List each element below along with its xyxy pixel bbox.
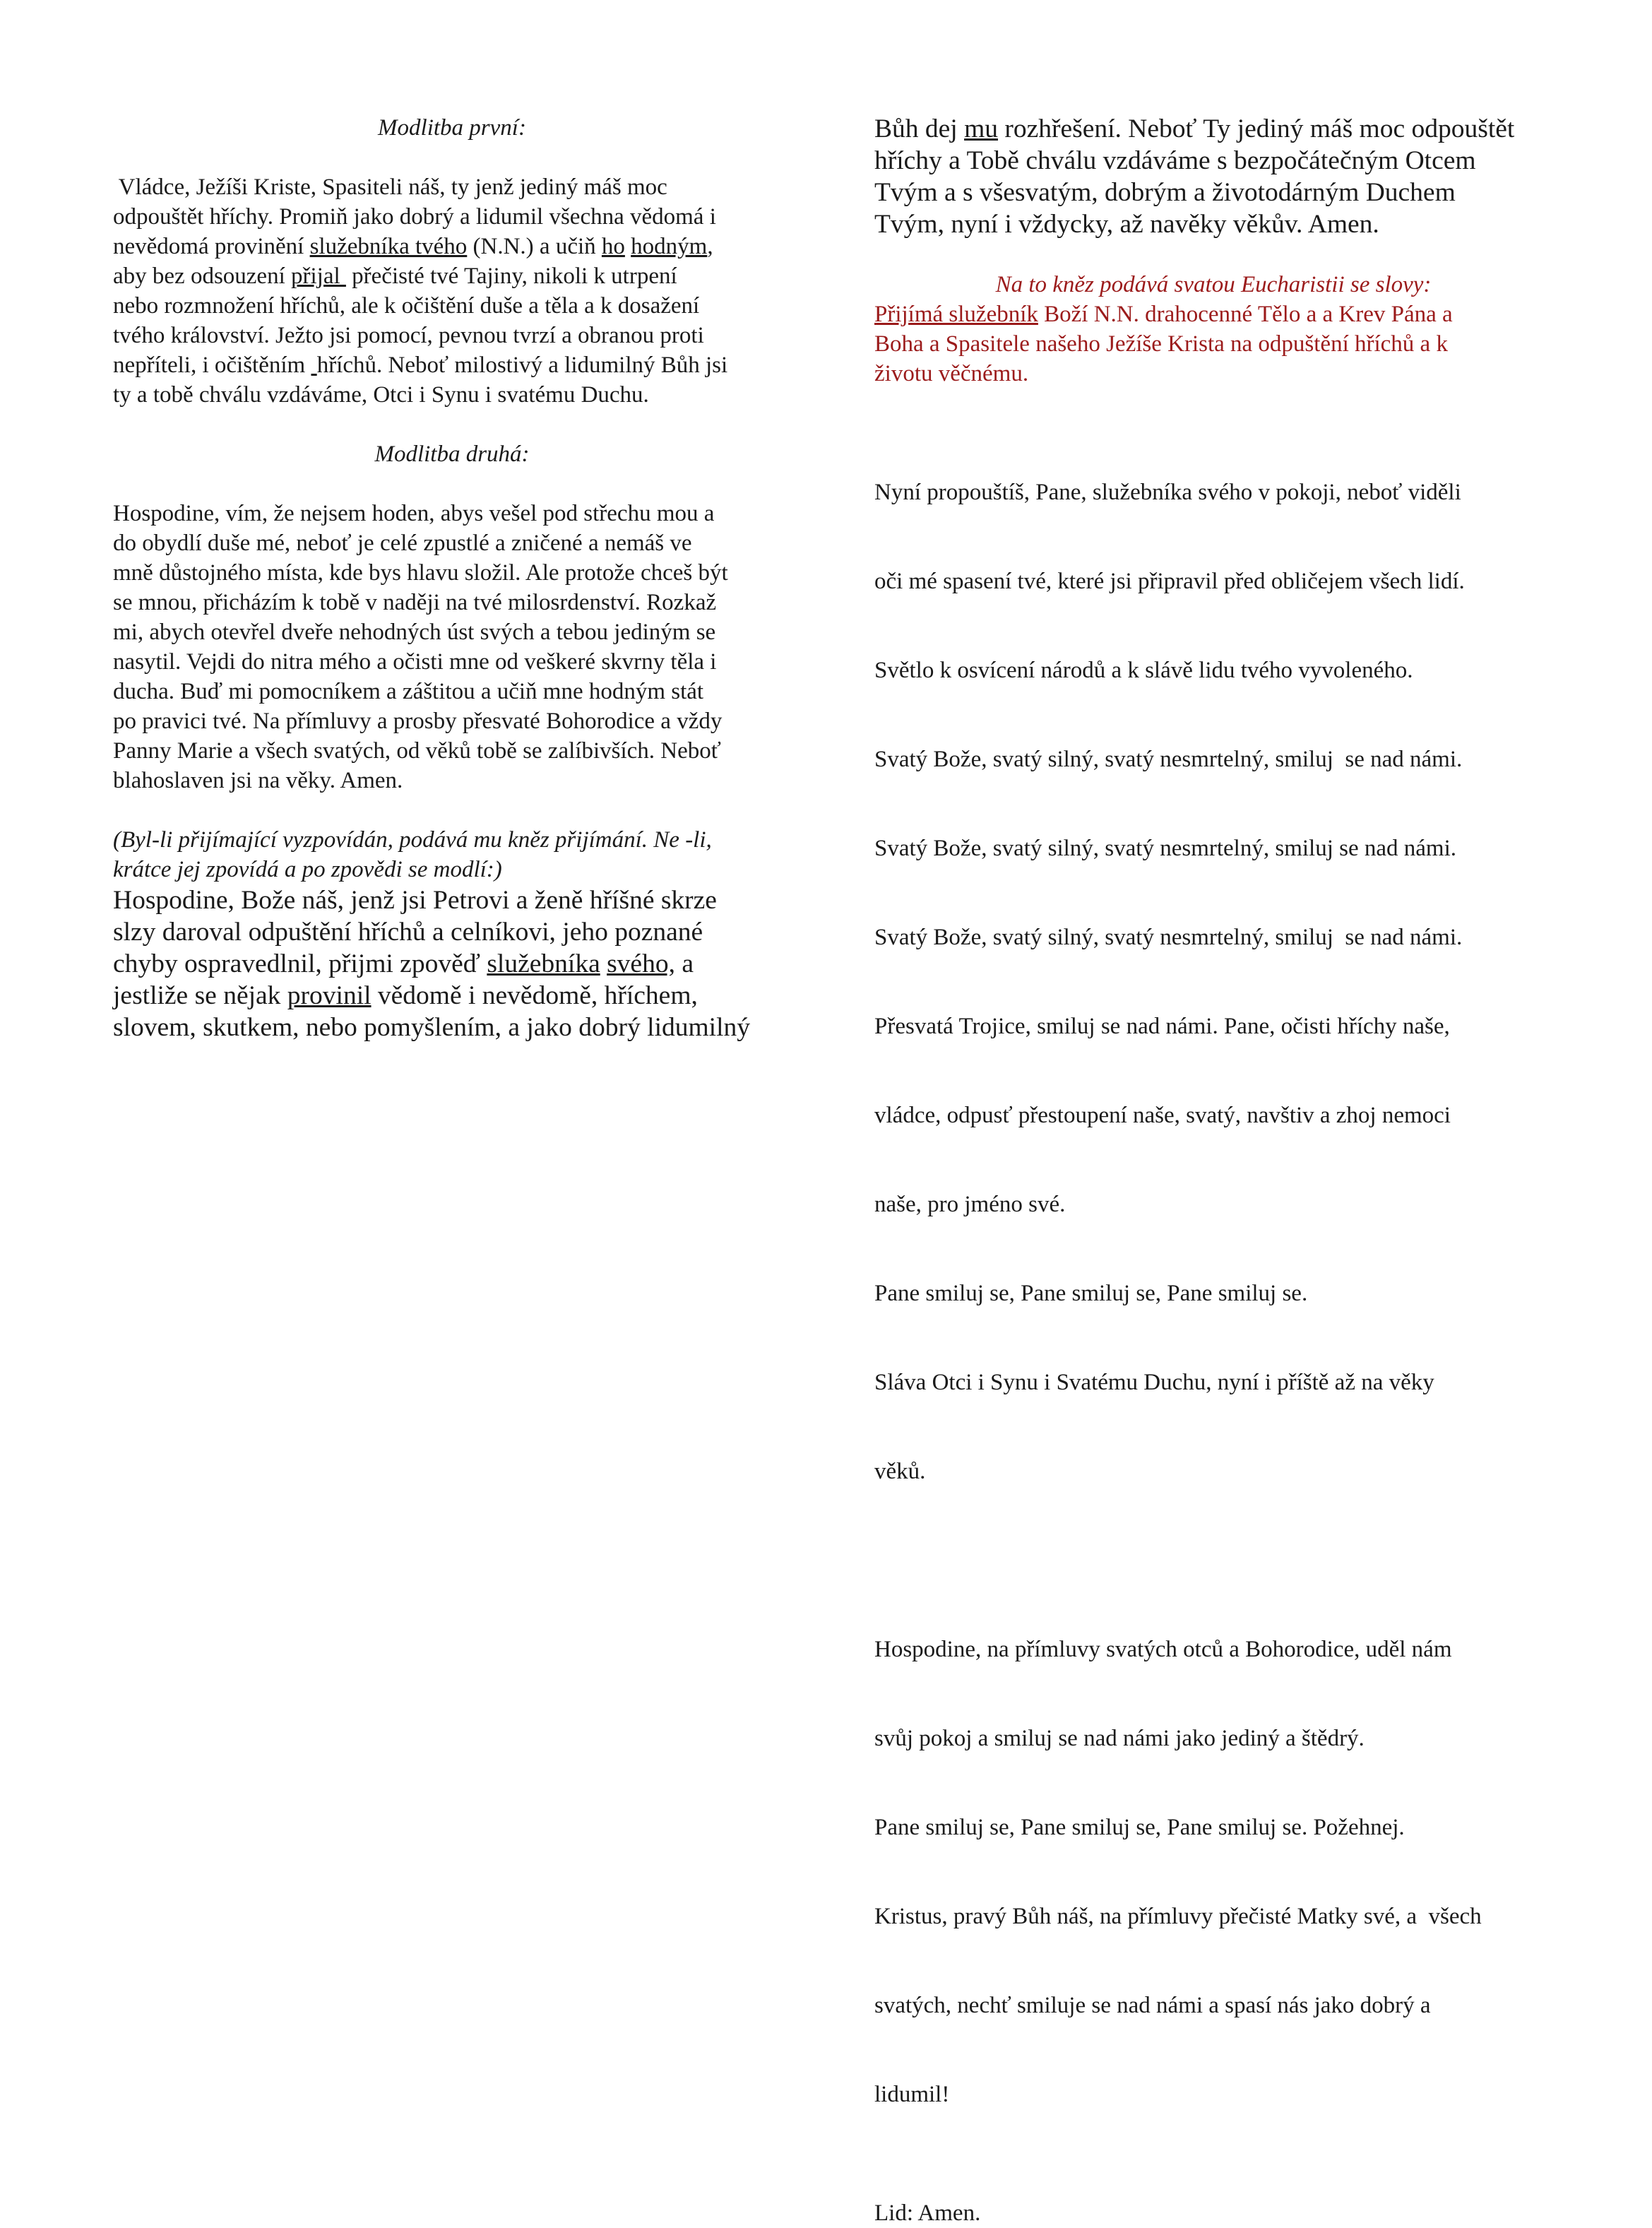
text-run: přečisté tvé Tajiny, nikoli k utrpení <box>345 263 677 289</box>
text-line <box>874 300 1552 329</box>
text-line: věků. <box>874 1459 926 1484</box>
text-line: po pravici tvé. Na přímluvy a prosby přesvaté Bohorodice a vždy <box>113 709 723 734</box>
nunc-dimittis <box>874 418 1552 1546</box>
text-line: mi, abych otevřel dveře nehodných úst svých a tebou jediným se <box>113 620 716 645</box>
text-line: Boha a Spasitele našeho Ježíše Krista na odpuštění hříchů a k <box>874 331 1448 357</box>
text-line: (Byl-li přijímající vyzpovídán, podává mu kněz přijímání. Ne -li, <box>113 827 712 853</box>
people-response: Lid: Amen. <box>874 2200 981 2226</box>
text-line: Kristus, pravý Bůh náš, na přímluvy přečisté Matky své, a všech <box>874 1904 1482 1929</box>
final-prayer <box>874 1575 1552 2169</box>
text-run: nepříteli, i očištěním <box>113 352 311 378</box>
underlined-word: hodným <box>631 234 708 259</box>
text-line: oči mé spasení tvé, které jsi připravil před obličejem všech lidí. <box>874 569 1465 594</box>
text-line <box>113 261 791 291</box>
text-line <box>113 232 791 261</box>
text-run: (N.N.) a učiň <box>467 234 602 259</box>
text-line: Hospodine, Bože náš, jenž jsi Petrovi a ženě hříšné skrze <box>113 886 717 915</box>
text-line: Přesvatá Trojice, smiluj se nad námi. Pane, očisti hříchy naše, <box>874 1014 1450 1039</box>
underlined-word: služebníka <box>487 949 600 978</box>
underlined-word: služebníka tvého <box>309 234 468 259</box>
text-line: Pane smiluj se, Pane smiluj se, Pane smiluj se. <box>874 1281 1308 1306</box>
text-line: krátce jej zpovídá a po zpovědi se modlí:) <box>113 857 502 882</box>
text-run <box>600 949 607 978</box>
text-line: mně důstojného místa, kde bys hlavu složil. Ale protože chceš být <box>113 560 728 586</box>
text-line: Svatý Bože, svatý silný, svatý nesmrtelný, smiluj se nad námi. <box>874 925 1463 950</box>
prayer-one-text <box>113 172 791 410</box>
right-column <box>874 113 1552 2228</box>
text-line: Svatý Bože, svatý silný, svatý nesmrtelný, smiluj se nad námi. <box>874 836 1456 861</box>
text-line <box>113 948 791 980</box>
underlined-word: mu <box>964 114 998 143</box>
text-line: lidumil! <box>874 2082 950 2107</box>
text-line: životu věčnému. <box>874 361 1029 386</box>
left-column <box>113 113 791 1043</box>
underlined-space <box>311 352 316 378</box>
text-line: slzy daroval odpuštění hříchů a celníkovi, jeho poznané <box>113 918 703 947</box>
text-line: Tvým a s všesvatým, dobrým a životodárným Duchem <box>874 178 1456 207</box>
text-run: a <box>675 949 694 978</box>
text-line: ty a tobě chválu vzdáváme, Otci i Synu i svatému Duchu. <box>113 382 649 408</box>
prayer-two-title: Modlitba druhá: <box>374 442 530 467</box>
text-line: naše, pro jméno své. <box>874 1192 1066 1217</box>
text-run: , <box>707 234 713 259</box>
text-run: Bůh dej <box>874 114 965 143</box>
text-line: Tvým, nyní i vždycky, až navěky věkův. Amen. <box>874 210 1379 239</box>
text-line: Světlo k osvícení národů a k slávě lidu tvého vyvoleného. <box>874 658 1413 683</box>
text-line: Nyní propouštíš, Pane, služebníka svého v pokoji, neboť viděli <box>874 480 1461 505</box>
underlined-word: přijal <box>291 263 346 289</box>
text-run: Boží N.N. drahocenné Tělo a a Krev Pána a <box>1038 302 1453 327</box>
text-line: Hospodine, vím, že nejsem hoden, abys vešel pod střechu mou a <box>113 501 715 526</box>
text-line: do obydlí duše mé, neboť je celé zpustlé a zničené a nemáš ve <box>113 531 692 556</box>
text-line: Panny Marie a všech svatých, od věků tobě se zalíbivších. Neboť <box>113 738 721 764</box>
underlined-word: Přijímá služebník <box>874 302 1038 327</box>
text-line: nasytil. Vejdi do nitra mého a očisti mne od veškeré skvrny těla i <box>113 649 717 675</box>
text-line: Sláva Otci i Synu i Svatému Duchu, nyní i příště až na věky <box>874 1370 1434 1395</box>
underlined-word: provinil <box>287 981 372 1010</box>
text-line: svatých, nechť smiluje se nad námi a spasí nás jako dobrý a <box>874 1993 1431 2018</box>
prayer-one-title: Modlitba první: <box>378 115 526 141</box>
text-run: jestliže se nějak <box>113 981 287 1010</box>
text-line: svůj pokoj a smiluj se nad námi jako jediný a štědrý. <box>874 1726 1365 1751</box>
text-run: hříchů. Neboť milostivý a lidumilný Bůh jsi <box>316 352 728 378</box>
text-run: chyby ospravedlnil, přijmi zpověď <box>113 949 487 978</box>
underlined-word: svého, <box>607 949 675 978</box>
text-line <box>113 350 791 380</box>
text-line: ducha. Buď mi pomocníkem a záštitou a učiň mne hodným stát <box>113 679 704 704</box>
text-line: Pane smiluj se, Pane smiluj se, Pane smiluj se. Požehnej. <box>874 1815 1405 1840</box>
text-line: se mnou, přicházím k tobě v naději na tvé milosrdenství. Rozkaž <box>113 590 717 615</box>
text-line: Vládce, Ježíši Kriste, Spasiteli náš, ty jenž jediný máš moc <box>113 174 667 200</box>
text-line: vládce, odpusť přestoupení naše, svatý, navštiv a zhoj nemoci <box>874 1103 1451 1128</box>
text-run <box>625 234 631 259</box>
text-run: aby bez odsouzení <box>113 263 291 289</box>
text-line: nebo rozmnožení hříchů, ale k očištění duše a těla a k dosažení <box>113 293 700 319</box>
text-line: blahoslaven jsi na věky. Amen. <box>113 768 403 793</box>
text-line <box>874 113 1552 145</box>
text-line: hříchy a Tobě chválu vzdáváme s bezpočátečným Otcem <box>874 146 1476 175</box>
underlined-word: ho <box>601 234 625 259</box>
text-line: tvého království. Ježto jsi pomocí, pevnou tvrzí a obranou proti <box>113 323 704 348</box>
text-line: odpouštět hříchy. Promiň jako dobrý a lidumil všechna vědomá i <box>113 204 716 230</box>
eucharist-words <box>874 300 1552 389</box>
text-line: slovem, skutkem, nebo pomyšlením, a jako dobrý lidumilný <box>113 1013 750 1042</box>
text-run: nevědomá provinění <box>113 234 310 259</box>
text-line <box>113 980 791 1012</box>
rubric-note <box>113 825 791 884</box>
eucharist-rubric: Na to kněz podává svatou Eucharistii se slovy: <box>995 272 1432 297</box>
text-run: vědomě i nevědomě, hříchem, <box>371 981 698 1010</box>
prayer-two-text <box>113 499 791 795</box>
text-line: Hospodine, na přímluvy svatých otců a Bohorodice, uděl nám <box>874 1637 1452 1662</box>
text-line: Svatý Bože, svatý silný, svatý nesmrtelný, smiluj se nad námi. <box>874 747 1463 772</box>
absolution-text <box>874 113 1552 240</box>
confession-prayer <box>113 884 791 1043</box>
text-run: rozhřešení. Neboť Ty jediný máš moc odpouštět <box>998 114 1515 143</box>
